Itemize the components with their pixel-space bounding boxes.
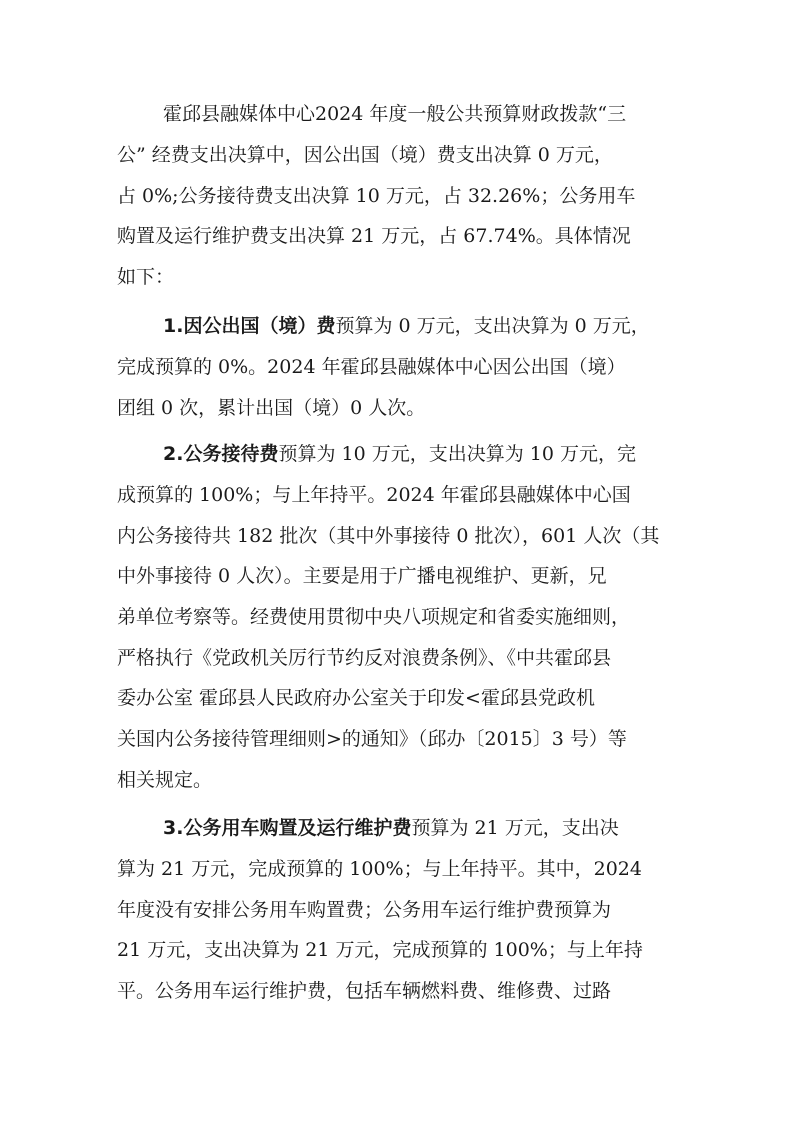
- paragraph-text: 预算为 0 万元，支出决算为 0 万元，: [335, 315, 650, 337]
- paragraph-line: 严格执行《党政机关厉行节约反对浪费条例》、《中共霍邱县: [117, 647, 612, 669]
- paragraph-line: 21 万元，支出决算为 21 万元，完成预算的 100%；与上年持: [117, 939, 643, 961]
- paragraph-line: 内公务接待共 182 批次（其中外事接待 0 批次），601 人次（其: [117, 525, 660, 547]
- paragraph-line: 算为 21 万元，完成预算的 100%；与上年持平。其中，2024: [117, 858, 642, 880]
- paragraph-line: 公” 经费支出决算中，因公出国（境）费支出决算 0 万元，: [117, 144, 613, 166]
- section-heading: 1.因公出国（境）费: [163, 315, 336, 337]
- paragraph-line: 年度没有安排公务用车购置费；公务用车运行维护费预算为: [117, 899, 612, 921]
- paragraph-line: 团组 0 次，累计出国（境）0 人次。: [117, 397, 426, 419]
- section-heading: 3.公务用车购置及运行维护费: [163, 817, 412, 839]
- paragraph-line: 平。公务用车运行维护费，包括车辆燃料费、维修费、过路: [117, 980, 612, 1002]
- paragraph-line: 成预算的 100%；与上年持平。2024 年霍邱县融媒体中心国: [117, 484, 631, 506]
- paragraph-line: 关国内公务接待管理细则>的通知》（邱办〔2015〕3 号）等: [117, 728, 627, 750]
- paragraph-line: 完成预算的 0%。2024 年霍邱县融媒体中心因公出国（境）: [117, 356, 626, 378]
- paragraph-line: 霍邱县融媒体中心2024 年度一般公共预算财政拨款“三: [163, 103, 627, 125]
- paragraph-line: 弟单位考察等。经费使用贯彻中央八项规定和省委实施细则，: [117, 606, 631, 628]
- paragraph-first-line: [163, 312, 650, 340]
- section-heading: 2.公务接待费: [163, 443, 279, 465]
- paragraph-line: 相关规定。: [117, 769, 213, 791]
- paragraph-text: 预算为 10 万元，支出决算为 10 万元，完: [278, 443, 636, 465]
- paragraph-line: 购置及运行维护费支出决算 21 万元，占 67.74%。具体情况: [117, 225, 631, 247]
- paragraph-text: 预算为 21 万元，支出决: [411, 817, 619, 839]
- paragraph-line: 中外事接待 0 人次）。主要是用于广播电视维护、更新，兄: [117, 565, 607, 587]
- paragraph-line: 占 0%;公务接待费支出决算 10 万元，占 32.26%；公务用车: [117, 185, 636, 207]
- paragraph-line: 委办公室 霍邱县人民政府办公室关于印发<霍邱县党政机: [117, 687, 595, 709]
- paragraph-line: 如下：: [117, 266, 175, 288]
- paragraph-first-line: [163, 814, 619, 842]
- paragraph-first-line: [163, 440, 636, 468]
